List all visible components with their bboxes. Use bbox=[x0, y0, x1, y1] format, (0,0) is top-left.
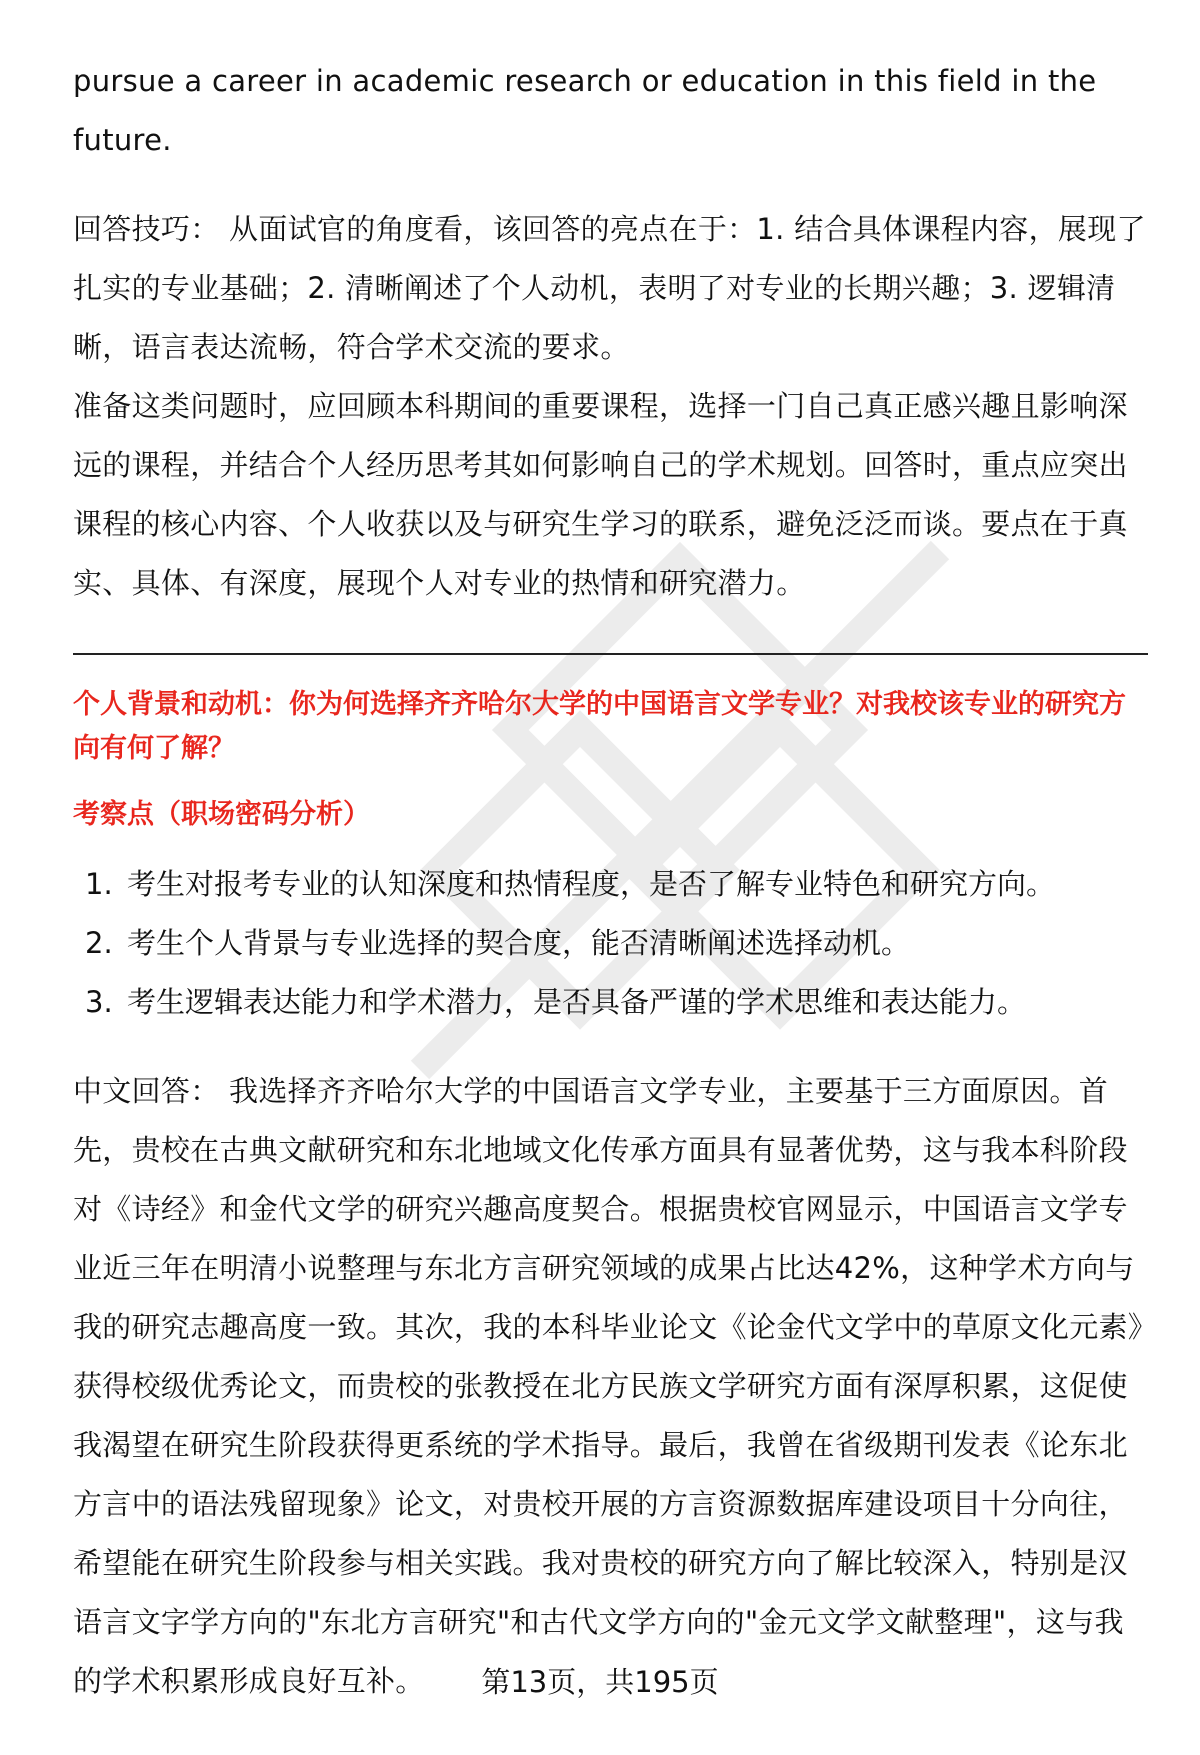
assessment-points-heading: 考察点（职场密码分析） bbox=[73, 799, 370, 830]
assessment-points-list bbox=[73, 855, 1148, 1032]
question-title: 个人背景和动机：你为何选择齐齐哈尔大学的中国语言文学专业？对我校该专业的研究方向有何了解？ bbox=[73, 689, 1126, 764]
list-item-number: 2. bbox=[85, 926, 113, 960]
list-item bbox=[73, 914, 1148, 973]
list-item bbox=[73, 973, 1148, 1032]
page-number-footer: 第13页，共195页 bbox=[481, 1665, 719, 1699]
list-item-text: 考生逻辑表达能力和学术潜力，是否具备严谨的学术思维和表达能力。 bbox=[127, 985, 1027, 1019]
intro-english-tail: pursue a career in academic research or education in this field in the future. bbox=[73, 64, 1097, 157]
page-content bbox=[73, 52, 1148, 1711]
list-item-text: 考生对报考专业的认知深度和热情程度，是否了解专业特色和研究方向。 bbox=[127, 867, 1056, 901]
list-item-number: 1. bbox=[85, 867, 113, 901]
list-item-number: 3. bbox=[85, 985, 113, 1019]
answer-tips-paragraph: 回答技巧： 从面试官的角度看，该回答的亮点在于：1. 结合具体课程内容，展现了扎实的专业基础；2. 清晰阐述了个人动机，表明了对专业的长期兴趣；3. 逻辑清晰，语言表达流畅，符合学术交流的要求。 bbox=[73, 212, 1146, 364]
list-item-text: 考生个人背景与专业选择的契合度，能否清晰阐述选择动机。 bbox=[127, 926, 911, 960]
chinese-answer-paragraph: 中文回答： 我选择齐齐哈尔大学的中国语言文学专业，主要基于三方面原因。首先，贵校在古典文献研究和东北地域文化传承方面具有显著优势，这与我本科阶段对《诗经》和金代文学的研究兴趣高度契合。根据贵校官网显示，中国语言文学专业近三年在明清小说整理与东北方言研究领域的成果占比达42%，这种学术方向与我的研究志趣高度一致。其次，我的本科毕业论文《论金代文学中的草原文化元素》获得校级优秀论文，而贵校的张教授在北方民族文学研究方面有深厚积累，这促使我渴望在研究生阶段获得更系统的学术指导。最后，我曾在省级期刊发表《论东北方言中的语法残留现象》论文，对贵校开展的方言资源数据库建设项目十分向往，希望能在研究生阶段参与相关实践。我对贵校的研究方向了解比较深入，特别是汉语言文字学方向的"东北方言研究"和古代文学方向的"金元文学文献整理"，这与我的学术积累形成良好互补。 bbox=[73, 1074, 1143, 1698]
list-item bbox=[73, 855, 1148, 914]
preparation-advice-paragraph: 准备这类问题时，应回顾本科期间的重要课程，选择一门自己真正感兴趣且影响深远的课程，并结合个人经历思考其如何影响自己的学术规划。回答时，重点应突出课程的核心内容、个人收获以及与研究生学习的联系，避免泛泛而谈。要点在于真实、具体、有深度，展现个人对专业的热情和研究潜力。 bbox=[73, 389, 1128, 600]
